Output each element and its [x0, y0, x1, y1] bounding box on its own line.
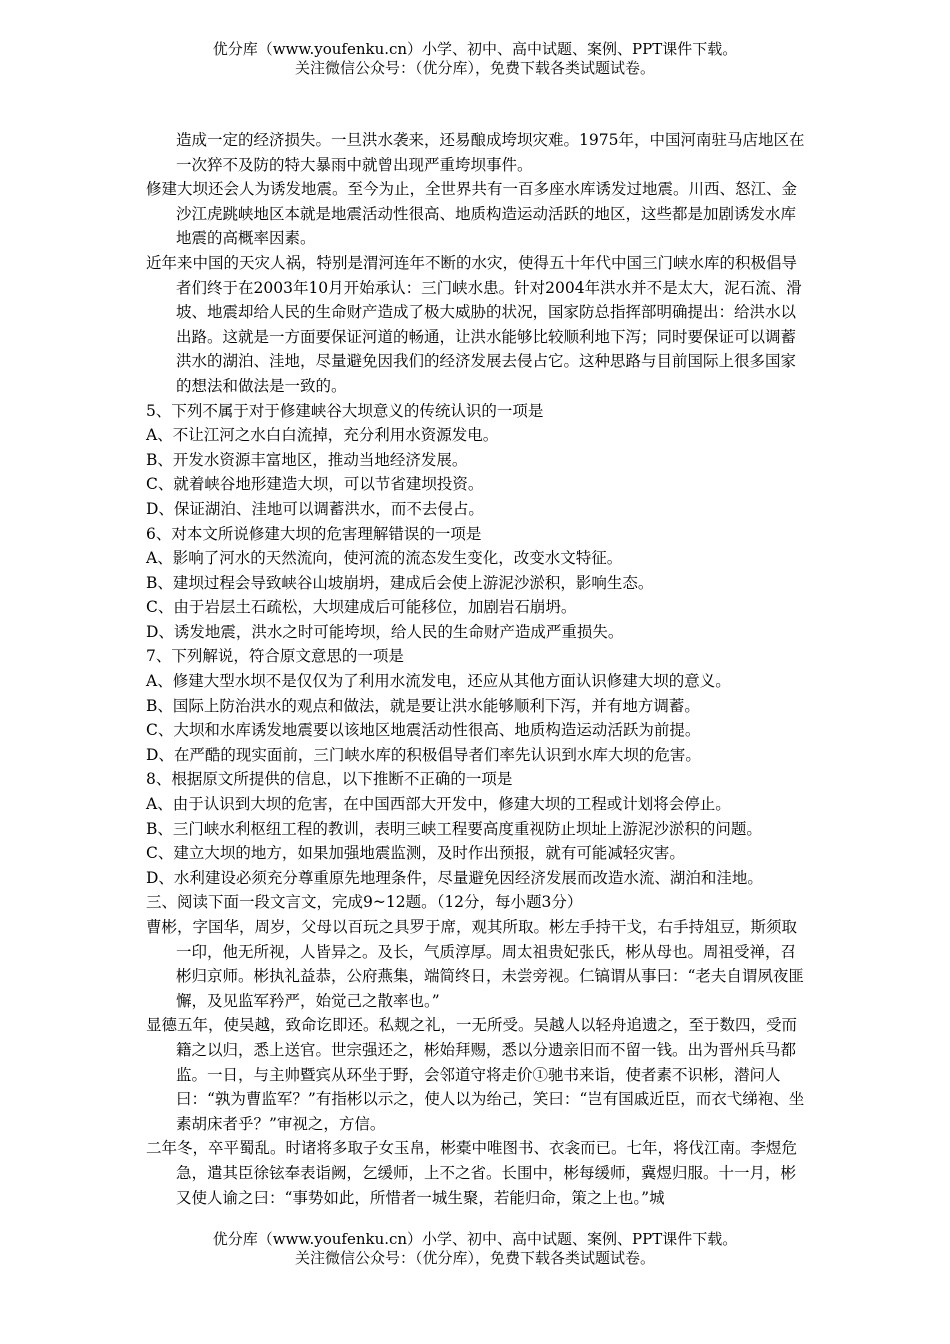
- option-d: D、在严酷的现实面前，三门峡水库的积极倡导者们率先认识到水库大坝的危害。: [146, 745, 701, 764]
- option-a: A、影响了河水的天然流向，使河流的流态发生变化，改变水文特征。: [146, 549, 623, 568]
- header-line-2: 关注微信公众号：（优分库），免费下载各类试题试卷。: [294, 59, 655, 77]
- option-d: D、诱发地震，洪水之时可能垮坝，给人民的生命财产造成严重损失。: [146, 622, 624, 641]
- section-3-title: 三、阅读下面一段文言文，完成9~12题。（12分，每小题3分）: [146, 893, 583, 912]
- paragraph-sanmenxia: 近年来中国的天灾人祸，特别是渭河连年不断的水灾，使得五十年代中国三门峡水库的积极倡导者们终于在2003年10月开始承认：三门峡水患。针对2004年洪水并不是太大，泥石流、滑坡、地震却给人民的生命财产造成了极大威胁的状况，国家防总指挥部明确提出：给洪水以出路。这就是一方面要保证河道的畅通，让洪水能够比较顺利地下泻；同时要保证可以调蓄洪水的湖泊、洼地，尽量避免因我们的经济发展去侵占它。这种思路与目前国际上很多国家的想法和做法是一致的。: [146, 253, 802, 395]
- page-footer: [0, 1230, 950, 1268]
- header-line-1: 优分库（www.youfenku.cn）小学、初中、高中试题、案例、PPT课件下载。: [212, 40, 738, 58]
- question-6: [146, 522, 806, 645]
- option-d: D、水利建设必须充分尊重原先地理条件，尽量避免因经济发展而改造水流、湖泊和洼地。: [146, 868, 763, 887]
- classical-paragraph-2: 显德五年，使吴越，致命讫即还。私觌之礼，一无所受。吴越人以轻舟追遗之，至于数四，受而籍之以归，悉上送官。世宗强还之，彬始拜赐，悉以分遗亲旧而不留一钱。出为晋州兵马都监。一日，与主帅暨宾从环坐于野，会邻道守将走价①驰书来诣，使者素不识彬，潜问人曰：“孰为曹监军？”有指彬以示之，使人以为绐己，笑曰：“岂有国戚近臣，而衣弋绨袍、坐素胡床者乎？”审视之，方信。: [146, 1016, 805, 1133]
- paragraph-continued: 造成一定的经济损失。一旦洪水袭来，还易酿成垮坝灾难。1975年，中国河南驻马店地区在一次猝不及防的特大暴雨中就曾出现严重垮坝事件。: [176, 131, 805, 174]
- option-b: B、开发水资源丰富地区，推动当地经济发展。: [146, 450, 468, 469]
- option-c: C、由于岩层土石疏松，大坝建成后可能移位，加剧岩石崩坍。: [146, 598, 577, 617]
- option-a: A、修建大型水坝不是仅仅为了利用水流发电，还应从其他方面认识修建大坝的意义。: [146, 672, 731, 691]
- classical-paragraph-1: 曹彬，字国华，周岁，父母以百玩之具罗于席，观其所取。彬左手持干戈，右手持俎豆，斯须取一印，他无所视，人皆异之。及长，气质淳厚。周太祖贵妃张氏，彬从母也。周祖受禅，召彬归京师。彬执礼益恭，公府燕集，端简终日，未尝旁视。仁镐谓从事曰：“老夫自谓夙夜匪懈，及见监军矜严，始觉己之散率也。”: [146, 918, 804, 1010]
- footer-line-2: 关注微信公众号：（优分库），免费下载各类试题试卷。: [294, 1249, 655, 1267]
- option-b: B、三门峡水利枢纽工程的教训，表明三峡工程要高度重视防止坝址上游泥沙淤积的问题。: [146, 819, 762, 838]
- option-b: B、建坝过程会导致峡谷山坡崩坍，建成后会使上游泥沙淤积，影响生态。: [146, 573, 654, 592]
- option-a: A、不让江河之水白白流掉，充分利用水资源发电。: [146, 426, 499, 445]
- question-5: [146, 399, 806, 522]
- option-a: A、由于认识到大坝的危害，在中国西部大开发中，修建大坝的工程或计划将会停止。: [146, 795, 731, 814]
- question-stem: 8、根据原文所提供的信息，以下推断不正确的一项是: [146, 770, 513, 789]
- option-b: B、国际上防治洪水的观点和做法，就是要让洪水能够顺利下泻，并有地方调蓄。: [146, 696, 700, 715]
- option-c: C、就着峡谷地形建造大坝，可以节省建坝投资。: [146, 475, 484, 494]
- question-7: [146, 644, 806, 767]
- option-c: C、大坝和水库诱发地震要以该地区地震活动性很高、地质构造运动活跃为前提。: [146, 721, 701, 740]
- footer-line-1: 优分库（www.youfenku.cn）小学、初中、高中试题、案例、PPT课件下载。: [212, 1230, 738, 1248]
- question-stem: 6、对本文所说修建大坝的危害理解错误的一项是: [146, 524, 482, 543]
- option-d: D、保证湖泊、洼地可以调蓄洪水，而不去侵占。: [146, 499, 484, 518]
- document-body: [146, 128, 806, 1210]
- paragraph-earthquake: 修建大坝还会人为诱发地震。至今为止，全世界共有一百多座水库诱发过地震。川西、怒江、金沙江虎跳峡地区本就是地震活动性很高、地质构造运动活跃的地区，这些都是加剧诱发水库地震的高概率因素。: [146, 180, 798, 248]
- question-8: [146, 767, 806, 890]
- question-stem: 5、下列不属于对于修建峡谷大坝意义的传统认识的一项是: [146, 401, 544, 420]
- question-stem: 7、下列解说，符合原文意思的一项是: [146, 647, 404, 666]
- page-header: [0, 40, 950, 78]
- classical-paragraph-3: 二年冬，卒平蜀乱。时诸将多取子女玉帛，彬橐中唯图书、衣衾而已。七年，将伐江南。李煜危急，遣其臣徐铉奉表诣阙，乞缓师，上不之省。长围中，彬每缓师，冀煜归服。十一月，彬又使人谕之曰：“事势如此，所惜者一城生聚，若能归命，策之上也。”城: [146, 1139, 798, 1207]
- option-c: C、建立大坝的地方，如果加强地震监测，及时作出预报，就有可能减轻灾害。: [146, 844, 685, 863]
